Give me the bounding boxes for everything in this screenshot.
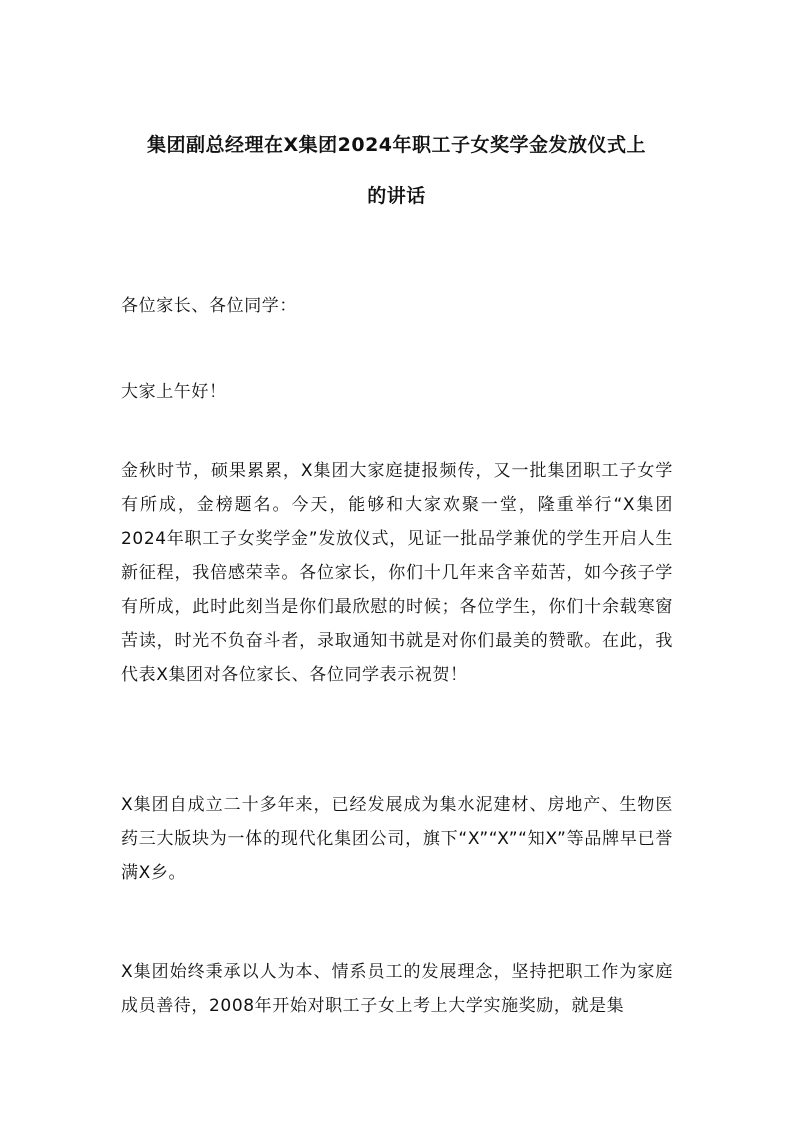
document-title-line-1: 集团副总经理在X集团2024年职工子女奖学金发放仪式上 <box>146 134 647 156</box>
body-paragraph: X集团自成立二十多年来，已经发展成为集水泥建材、房地产、生物医药三大版块为一体的现代化集团公司，旗下“X”“X”“知X”等品牌早已誉满X乡。 <box>121 795 673 883</box>
salutation: 各位家长、各位同学： <box>121 296 297 316</box>
body-paragraph: 金秋时节，硕果累累，X集团大家庭捷报频传，又一批集团职工子女学有所成，金榜题名。今天，能够和大家欢聚一堂，隆重举行“X集团2024年职工子女奖学金”发放仪式，见证一批品学兼优的学生开启人生新征程，我倍感荣幸。各位家长，你们十几年来含辛茹苦，如今孩子学有所成，此时此刻当是你们最欣慰的时候；各位学生，你们十余载寒窗苦读，时光不负奋斗者，录取通知书就是对你们最美的赞歌。在此，我代表X集团对各位家长、各位同学表示祝贺！ <box>121 461 673 685</box>
body-paragraph: X集团始终秉承以人为本、情系员工的发展理念，坚持把职工作为家庭成员善待，2008年开始对职工子女上考上大学实施奖励，就是集 <box>121 962 673 1016</box>
greeting: 大家上午好！ <box>121 382 227 402</box>
document-title-line-2: 的讲话 <box>367 185 426 207</box>
